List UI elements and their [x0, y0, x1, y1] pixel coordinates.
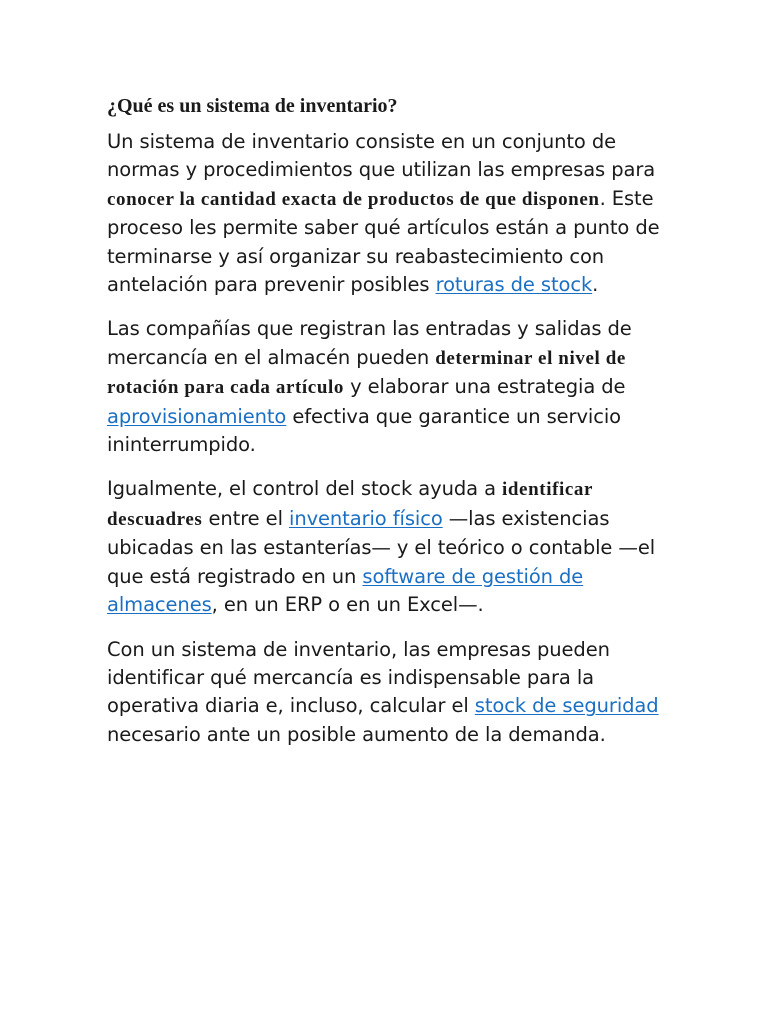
- page-title: ¿Qué es un sistema de inventario?: [107, 95, 398, 117]
- paragraph-text: Las compañías que registran las entradas y salidas de mercancía en el almacén pueden: [107, 317, 632, 369]
- paragraph-text: y elaborar una estrategia de: [343, 375, 626, 399]
- document-page: [107, 92, 667, 765]
- paragraph-text: Con un sistema de inventario, las empresas pueden identificar qué mercancía es indispensable para la operativa diaria e, incluso, calcular el: [107, 637, 610, 718]
- paragraph-3: [107, 475, 667, 619]
- paragraph-2: [107, 315, 667, 459]
- link-software-gestion-almacenes[interactable]: software de gestión de almacenes: [107, 564, 584, 617]
- link-aprovisionamiento[interactable]: aprovisionamiento: [107, 404, 287, 428]
- paragraph-4: [107, 636, 667, 750]
- paragraph-text: . Este proceso les permite saber qué artículos están a punto de terminarse y así organizar su reabastecimiento con antelación para prevenir posibles: [107, 186, 660, 297]
- bold-phrase: identificar descuadres: [107, 479, 593, 530]
- paragraph-1: [107, 128, 667, 299]
- bold-phrase: conocer la cantidad exacta de productos de que disponen: [107, 188, 600, 210]
- paragraph-text: .: [592, 273, 599, 297]
- paragraph-text: Igualmente, el control del stock ayuda a: [107, 477, 503, 501]
- paragraph-text: entre el: [202, 506, 289, 530]
- paragraph-text: necesario ante un posible aumento de la demanda.: [107, 722, 606, 746]
- paragraph-text: —las existencias ubicadas en las estanterías— y el teórico o contable —el que está registrado en un: [107, 506, 656, 588]
- link-roturas-de-stock[interactable]: roturas de stock: [435, 273, 593, 297]
- paragraph-text: efectiva que garantice un servicio ininterrumpido.: [107, 404, 621, 457]
- bold-phrase: determinar el nivel de rotación para cada artículo: [107, 347, 626, 399]
- paragraph-text: , en un ERP o en un Excel—.: [211, 593, 484, 617]
- link-stock-de-seguridad[interactable]: stock de seguridad: [474, 694, 659, 718]
- paragraph-text: Un sistema de inventario consiste en un conjunto de normas y procedimientos que utilizan las empresas para: [107, 130, 656, 182]
- link-inventario-fisico[interactable]: inventario físico: [289, 506, 443, 530]
